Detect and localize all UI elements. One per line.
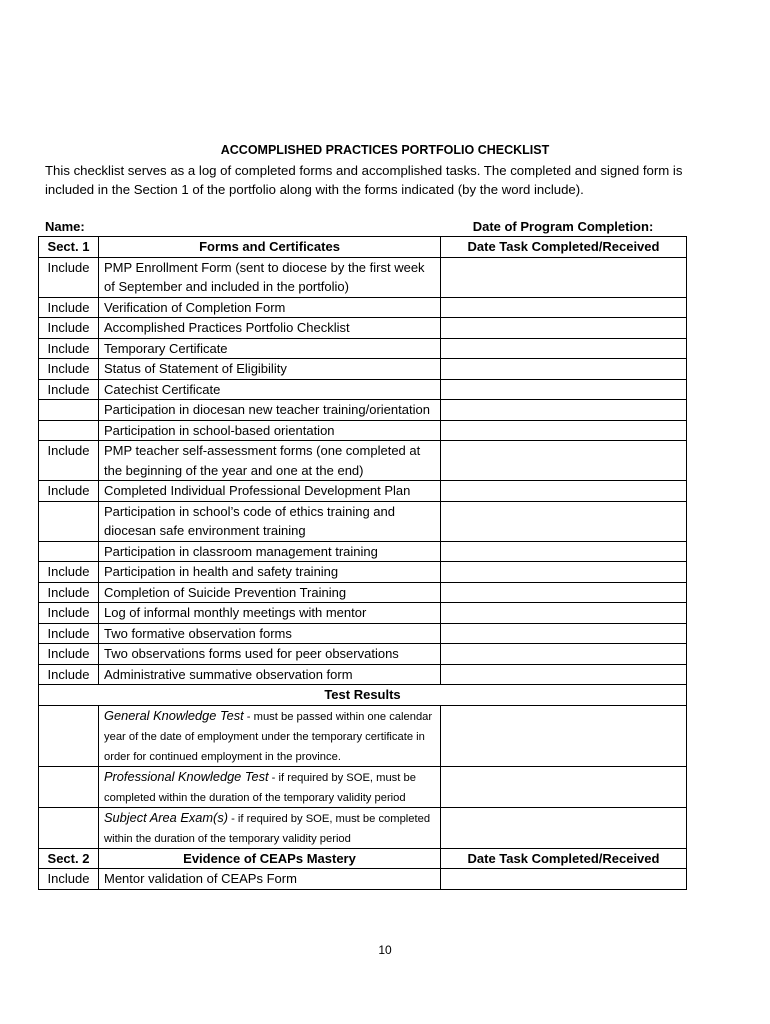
date-completed-cell[interactable] xyxy=(441,644,687,665)
checklist-row xyxy=(39,400,687,421)
include-mark: Include xyxy=(39,644,99,665)
checklist-row xyxy=(39,338,687,359)
include-mark: Include xyxy=(39,623,99,644)
include-mark: Include xyxy=(39,603,99,624)
checklist-item: Participation in diocesan new teacher training/orientation xyxy=(99,400,441,421)
checklist-item: Two formative observation forms xyxy=(99,623,441,644)
test-requirement: - if required by SOE, must be completed within the duration of the temporary validity period xyxy=(104,812,431,845)
include-mark: Include xyxy=(39,257,99,297)
include-mark xyxy=(39,705,99,766)
checklist-item: Completed Individual Professional Development Plan xyxy=(99,481,441,502)
checklist-item: Verification of Completion Form xyxy=(99,297,441,318)
checklist-row xyxy=(39,318,687,339)
date-completed-cell[interactable] xyxy=(441,582,687,603)
date-completed-cell[interactable] xyxy=(441,379,687,400)
include-mark: Include xyxy=(39,359,99,380)
checklist-item: Mentor validation of CEAPs Form xyxy=(99,869,441,890)
include-mark: Include xyxy=(39,441,99,481)
checklist-row xyxy=(39,501,687,541)
include-mark xyxy=(39,766,99,807)
checklist-item: Log of informal monthly meetings with mentor xyxy=(99,603,441,624)
date-completed-cell[interactable] xyxy=(441,623,687,644)
date-completed-cell[interactable] xyxy=(441,705,687,766)
page-title: ACCOMPLISHED PRACTICES PORTFOLIO CHECKLIST xyxy=(220,143,550,157)
checklist-row xyxy=(39,481,687,502)
checklist-item: Two observations forms used for peer observations xyxy=(99,644,441,665)
date-completed-cell[interactable] xyxy=(441,766,687,807)
checklist-item: Completion of Suicide Prevention Training xyxy=(99,582,441,603)
checklist-item: Catechist Certificate xyxy=(99,379,441,400)
date-completed-cell[interactable] xyxy=(441,441,687,481)
test-requirement: - must be passed within one calendar year of the date of employment under the temporary certificate in order for continued employment in the province. xyxy=(104,710,433,763)
section-1-label: Sect. 1 xyxy=(39,237,99,258)
include-mark: Include xyxy=(39,318,99,339)
test-description xyxy=(99,766,441,807)
page-number: 10 xyxy=(378,943,392,957)
include-mark: Include xyxy=(39,582,99,603)
test-result-row xyxy=(39,705,687,766)
checklist-row xyxy=(39,603,687,624)
checklist-row xyxy=(39,379,687,400)
section-1-header-row xyxy=(39,237,687,258)
checklist-body xyxy=(39,237,687,890)
date-completed-cell[interactable] xyxy=(441,297,687,318)
test-results-header: Test Results xyxy=(39,685,687,706)
checklist-item: PMP Enrollment Form (sent to diocese by the first week of September and included in the portfolio) xyxy=(99,257,441,297)
include-mark xyxy=(39,400,99,421)
test-description xyxy=(99,807,441,848)
test-requirement: - if required by SOE, must be completed within the duration of the temporary validity period xyxy=(104,771,416,804)
test-name: General Knowledge Test xyxy=(104,707,244,723)
date-completed-cell[interactable] xyxy=(441,257,687,297)
checklist-row xyxy=(39,541,687,562)
checklist-row xyxy=(39,257,687,297)
test-description xyxy=(99,705,441,766)
date-completed-cell[interactable] xyxy=(441,318,687,339)
checklist-row xyxy=(39,869,687,890)
checklist-item: Participation in health and safety training xyxy=(99,562,441,583)
checklist-row xyxy=(39,420,687,441)
checklist-row xyxy=(39,623,687,644)
date-completed-cell[interactable] xyxy=(441,603,687,624)
checklist-item: Accomplished Practices Portfolio Checklist xyxy=(99,318,441,339)
checklist-row xyxy=(39,664,687,685)
date-completed-cell[interactable] xyxy=(441,481,687,502)
checklist-item: Participation in school’s code of ethics training and diocesan safe environment training xyxy=(99,501,441,541)
section-2-label: Sect. 2 xyxy=(39,848,99,869)
include-mark: Include xyxy=(39,869,99,890)
checklist-item: Participation in classroom management training xyxy=(99,541,441,562)
checklist-item: PMP teacher self-assessment forms (one completed at the beginning of the year and one at the end) xyxy=(99,441,441,481)
test-result-row xyxy=(39,807,687,848)
date-completed-cell[interactable] xyxy=(441,807,687,848)
include-mark: Include xyxy=(39,379,99,400)
portfolio-checklist-table xyxy=(38,236,687,890)
checklist-row xyxy=(39,441,687,481)
test-name: Professional Knowledge Test xyxy=(104,768,269,784)
name-label: Name: xyxy=(45,219,85,234)
checklist-row xyxy=(39,359,687,380)
include-mark xyxy=(39,807,99,848)
program-completion-date-label: Date of Program Completion: xyxy=(472,219,654,234)
date-completed-cell[interactable] xyxy=(441,664,687,685)
date-completed-cell[interactable] xyxy=(441,400,687,421)
section-2-header: Evidence of CEAPs Mastery xyxy=(99,848,441,869)
checklist-item: Status of Statement of Eligibility xyxy=(99,359,441,380)
date-completed-cell[interactable] xyxy=(441,338,687,359)
include-mark xyxy=(39,541,99,562)
section-1-date-header: Date Task Completed/Received xyxy=(441,237,687,258)
include-mark: Include xyxy=(39,481,99,502)
section-2-date-header: Date Task Completed/Received xyxy=(441,848,687,869)
checklist-row xyxy=(39,644,687,665)
checklist-row xyxy=(39,562,687,583)
checklist-row xyxy=(39,582,687,603)
test-result-row xyxy=(39,766,687,807)
intro-paragraph: This checklist serves as a log of completed forms and accomplished tasks. The completed and signed form is included in the Section 1 of the portfolio along with the forms indicated (by the word include). xyxy=(45,163,683,197)
checklist-item: Administrative summative observation form xyxy=(99,664,441,685)
date-completed-cell[interactable] xyxy=(441,359,687,380)
include-mark: Include xyxy=(39,562,99,583)
date-completed-cell[interactable] xyxy=(441,501,687,541)
date-completed-cell[interactable] xyxy=(441,869,687,890)
include-mark: Include xyxy=(39,664,99,685)
date-completed-cell[interactable] xyxy=(441,541,687,562)
section-1-header: Forms and Certificates xyxy=(99,237,441,258)
include-mark: Include xyxy=(39,297,99,318)
include-mark: Include xyxy=(39,338,99,359)
test-name: Subject Area Exam(s) xyxy=(104,809,228,825)
checklist-item: Participation in school-based orientation xyxy=(99,420,441,441)
checklist-item: Temporary Certificate xyxy=(99,338,441,359)
date-completed-cell[interactable] xyxy=(441,420,687,441)
include-mark xyxy=(39,420,99,441)
date-completed-cell[interactable] xyxy=(441,562,687,583)
test-results-header-row xyxy=(39,685,687,706)
checklist-row xyxy=(39,297,687,318)
section-2-header-row xyxy=(39,848,687,869)
include-mark xyxy=(39,501,99,541)
